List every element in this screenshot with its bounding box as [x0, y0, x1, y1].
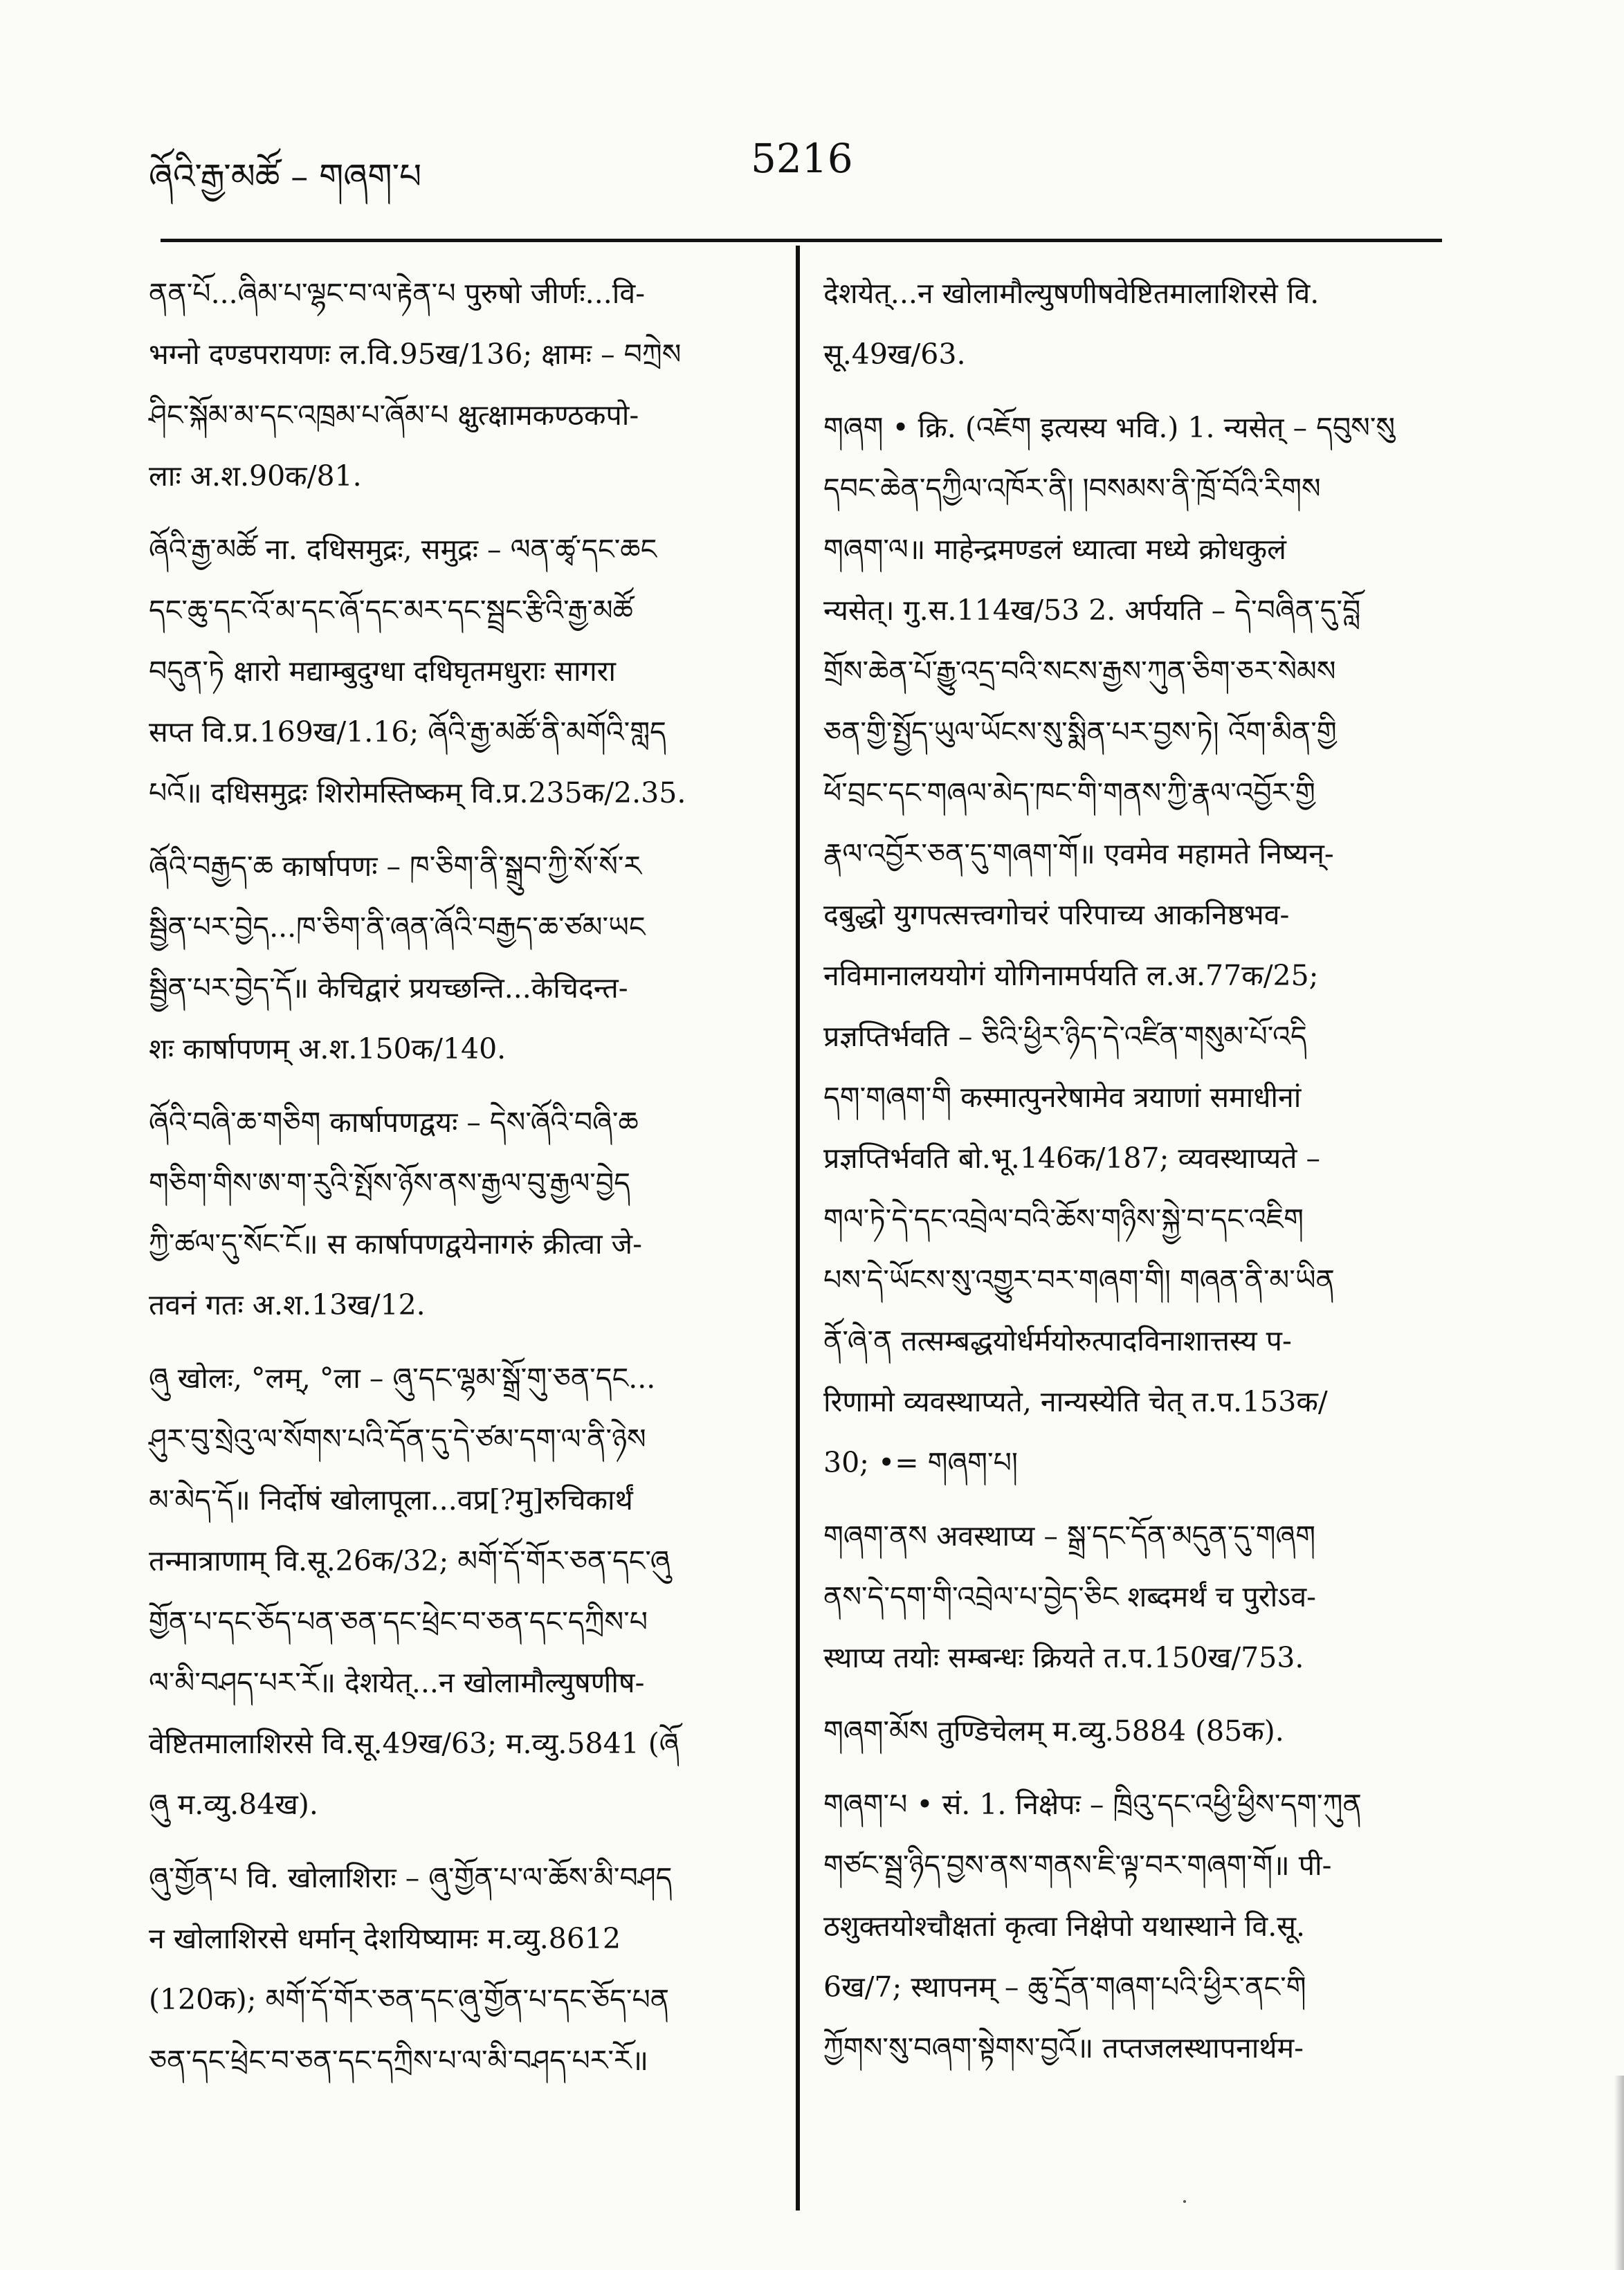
- dictionary-entry: ཞུ་གྱོན་པ वि. खोलाशिराः – ཞུ་གྱོན་པ་ལ་ཆོས་མི་བཤད न खोलाशिरसे धर्मान् देशयिष्यामः म.व्यु.8612 (120क); མགོ་དོ་གོར་ཅན་དང་ཞུ་གྱོན་པ་དང་ཅོད་པན ཅན་དང་ཕྲེང་བ་ཅན་དང་དཀྲིས་པ་ལ་མི་བཤད་པར་རོ॥: [149, 1861, 673, 2077]
- left-column: [149, 263, 775, 2103]
- dictionary-entry: གཞག • क्रि. (འཇོག इत्यस्य भवि.) 1. न्यसेत् – དབུས་སུ དབང་ཆེན་དཀྱིལ་འཁོར་ནི། །བསམས་ནི་ཁྲོ་བོའི་རིགས གཞག་ལ॥ माहेन्द्रमण्डलं ध्यात्वा मध्ये क्रोधकुलं न्यसेत्। गु.स.114ख/53 2. अर्पयति – དེ་བཞིན་དུ་བློ གྲོས་ཆེན་པོ་རྒྱུ་འདྲ་བའི་སངས་རྒྱས་ཀུན་ཅིག་ཅར་སེམས ཅན་གྱི་སྤྱོད་ཡུལ་ཡོངས་སུ་སྨིན་པར་བྱས་ཏེ། འོག་མིན་གྱི ཕོ་བྲང་དང་གཞལ་མེད་ཁང་གི་གནས་ཀྱི་རྣལ་འབྱོར་གྱི རྣལ་འབྱོར་ཅན་དུ་གཞག་གོ॥ एवमेव महामते निष्यन्- दबुद्धो युगपत्सत्त्वगोचरं परिपाच्य आकनिष्ठभव- नविमानालययोगं योगिनामर्पयति ल.अ.77क/25; प्रज्ञप्तिर्भवति – ཅིའི་ཕྱིར་ཉིད་དེ་འཛིན་གསུམ་པོ་འདི དག་གཞག་གི कस्मात्पुनरेषामेव त्रयाणां समाधीनां प्रज्ञप्तिर्भवति बो.भू.146क/187; व्यवस्थाप्यते – གལ་ཏེ་དེ་དང་འབྲེལ་བའི་ཆོས་གཉིས་སྐྱེ་བ་དང་འཇིག པས་དེ་ཡོངས་སུ་འགྱུར་བར་གཞག་གི། གཞན་ནི་མ་ཡིན ནོ་ཞེ་ན तत्सम्बद्धयोर्धर्मयोरुत्पादविनाशात्तस्य प- रिणामो व्यवस्थाप्यते, नान्यस्येति चेत् त.प.153क/ 30; •= གཞག་པ།: [823, 411, 1396, 1479]
- dictionary-entry: ཞོའི་རྒྱ་མཚོ ना. दधिसमुद्रः, समुद्रः – ལན་ཚྭ་དང་ཆང དང་ཆུ་དང་འོ་མ་དང་ཞོ་དང་མར་དང་སྦྲང་རྩིའི་རྒྱ་མཚོ བདུན་ཏེ क्षारो मद्याम्बुदुग्धा दधिघृतमधुराः सागरा सप्त वि.प्र.169ख/1.16; ཞོའི་རྒྱ་མཚོ་ནི་མགོའི་གླད པའོ॥ दधिसमुद्रः शिरोमस्तिष्कम् वि.प्र.235क/2.35.: [149, 533, 686, 809]
- dictionary-entry: ནན་པོ...ཞིམ་པ་ལྷང་བ་ལ་རྟེན་པ पुरुषो जीर्णः...वि- भग्नो दण्डपरायणः ल.वि.95ख/136; क्षामः – བཀྲེས ཤིང་སྐོམ་མ་དང་འཁྲམ་པ་ཞོམ་པ क्षुत्क्षामकण्ठकपो- लाः अ.श.90क/81.: [149, 277, 682, 493]
- dictionary-entry: देशयेत्...न खोलामौल्युषणीषवेष्टितमालाशिरसे वि. सू.49ख/63.: [823, 277, 1320, 371]
- dictionary-entry: གཞག་ནས अवस्थाप्य – སྒྲ་དང་དོན་མདུན་དུ་གཞག ནས་དེ་དག་གི་འབྲེལ་པ་བྱེད་ཅིང शब्दमर्थं च पुरोऽव- स्थाप्य तयोः सम्बन्धः क्रियते त.प.150ख/753.: [823, 1519, 1316, 1674]
- right-column: [823, 263, 1450, 2091]
- column-divider: [796, 246, 800, 2210]
- dictionary-entry: ཞོའི་བཞི་ཆ་གཅིག कार्षापणद्वयः – དེས་ཞོའི་བཞི་ཆ གཅིག་གིས་ཨ་ག་རུའི་སྤོས་ཉོས་ནས་རྒྱལ་བུ་རྒྱལ་བྱེད ཀྱི་ཚལ་དུ་སོང་ངོ॥ स कार्षापणद्वयेनागरुं क्रीत्वा जे- तवनं गतः अ.श.13ख/12.: [149, 1106, 642, 1321]
- dictionary-entry: གཞག་མོས तुण्डिचेलम् म.व्यु.5884 (85क).: [823, 1714, 1284, 1748]
- scan-speck: [1183, 2200, 1186, 2203]
- running-head: ཞོའི་རྒྱ་མཚོ – གཞག་པ: [149, 156, 422, 196]
- header-rule: [161, 239, 1442, 242]
- scan-edge-shadow: [1614, 2076, 1624, 2270]
- dictionary-entry: ཞུ खोलः, °लम्, °ला – ཞུ་དང་ལྷམ་སྒྲོ་གུ་ཅན་དང... ཤུར་བུ་སྲེའུ་ལ་སོགས་པའི་དོན་དུ་དེ་ཙམ་དག་ལ་ནི་ཉེས མ་མེད་དོ॥ निर्दोषं खोलापूला...वप्र[?मु]रुचिकार्थं तन्मात्राणाम् वि.सू.26क/32; མགོ་དོ་གོར་ཅན་དང་ཞུ གྱོན་པ་དང་ཅོད་པན་ཅན་དང་ཕྲེང་བ་ཅན་དང་དཀྲིས་པ ལ་མི་བཤད་པར་རོ॥ देशयेत्...न खोलामौल्युषणीष- वेष्टितमालाशिरसे वि.सू.49ख/63; म.व्यु.5841 (ཞོ ཞུ म.व्यु.84ख).: [149, 1362, 679, 1821]
- dictionary-entry: གཞག་པ • सं. 1. निक्षेपः – ཁྲིའུ་དང་འཕྱི་ཕྱིས་དག་ཀུན གཙང་སྦྲ་ཉིད་བྱས་ནས་གནས་ཇི་ལྟ་བར་གཞག་གོ॥ पी- ठशुक्तयोश्चौक्षतां कृत्वा निक्षेपो यथास्थाने वि.सू. 6ख/7; स्थापनम् – ཆུ་དྲོན་གཞག་པའི་ཕྱིར་ནང་གི ཀྱོགས་སུ་བཞག་སྟེགས་བྱའོ॥ तप्तजलस्थापनार्थम-: [823, 1788, 1362, 2065]
- dictionary-entry: ཞོའི་བརྒྱད་ཆ कार्षापणः – ཁ་ཅིག་ནི་སྒྲུབ་ཀྱི་སོ་སོ་ར སྦྱིན་པར་བྱེད...ཁ་ཅིག་ནི་ཞན་ཞོའི་བརྒྱད་ཆ་ཙམ་ཡང སྦྱིན་པར་བྱེད་དོ॥ केचिद्वारं प्रयच्छन्ति...केचिदन्त- शः कार्षापणम् अ.श.150क/140.: [149, 850, 646, 1065]
- page-number: 5216: [751, 135, 853, 182]
